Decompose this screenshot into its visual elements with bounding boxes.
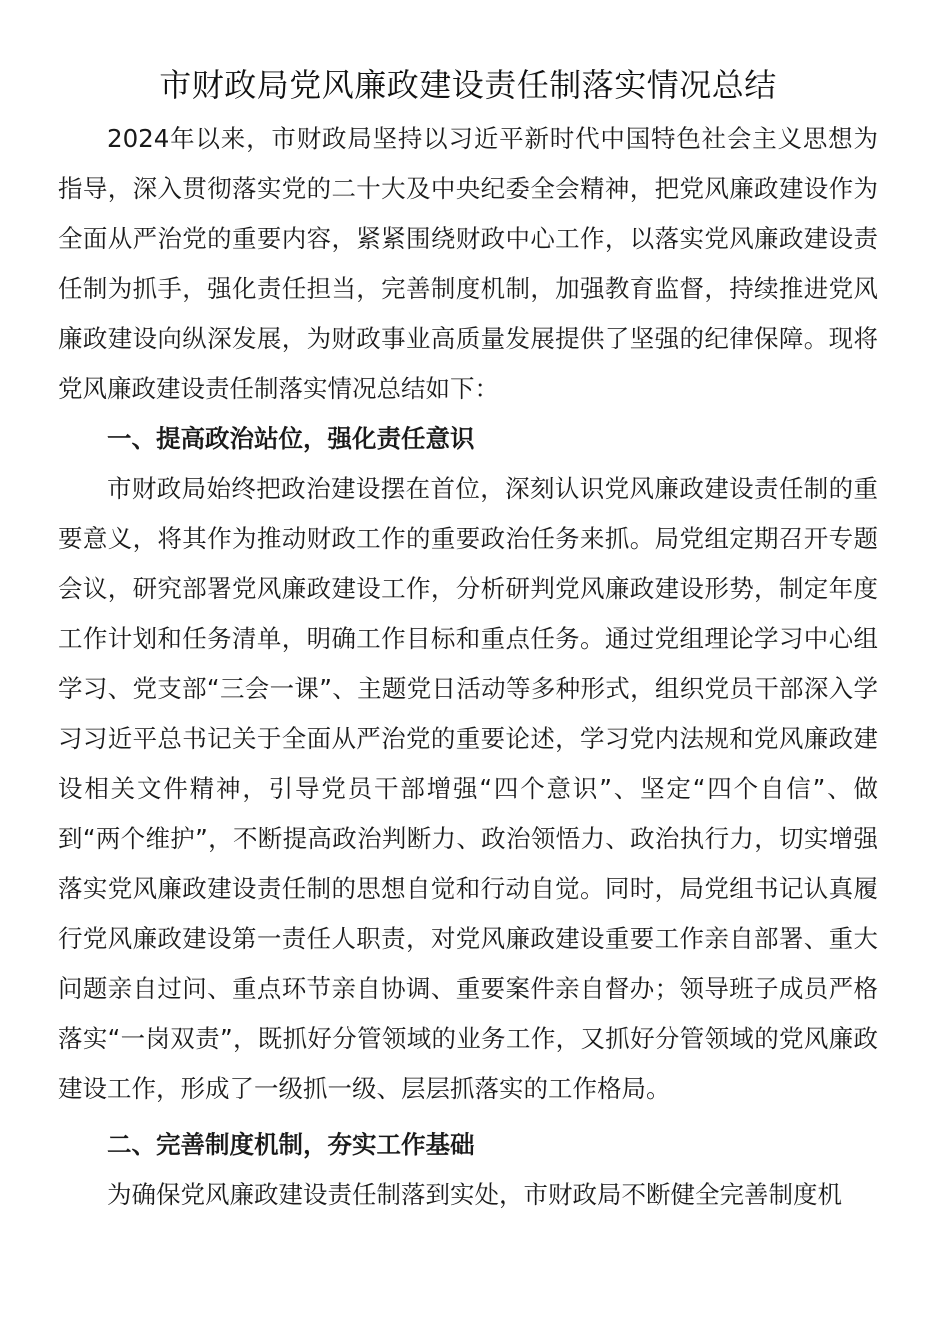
section-heading: 二、完善制度机制，夯实工作基础 [107, 1130, 475, 1159]
section-1 [58, 414, 878, 1114]
section-heading: 一、提高政治站位，强化责任意识 [107, 424, 475, 453]
section-paragraph: 为确保党风廉政建设责任制落到实处，市财政局不断健全完善制度机 [107, 1180, 842, 1209]
document-title: 市财政局党风廉政建设责任制落实情况总结 [159, 66, 777, 104]
section-2 [58, 1120, 878, 1220]
section-paragraph: 市财政局始终把政治建设摆在首位，深刻认识党风廉政建设责任制的重要意义，将其作为推动财政工作的重要政治任务来抓。局党组定期召开专题会议，研究部署党风廉政建设工作，分析研判党风廉政建设形势，制定年度工作计划和任务清单，明确工作目标和重点任务。通过党组理论学习中心组学习、党支部“三会一课”、主题党日活动等多种形式，组织党员干部深入学习习近平总书记关于全面从严治党的重要论述，学习党内法规和党风廉政建设相关文件精神，引导党员干部增强“四个意识”、坚定“四个自信”、做到“两个维护”，不断提高政治判断力、政治领悟力、政治执行力，切实增强落实党风廉政建设责任制的思想自觉和行动自觉。同时，局党组书记认真履行党风廉政建设第一责任人职责，对党风廉政建设重要工作亲自部署、重大问题亲自过问、重点环节亲自协调、重要案件亲自督办；领导班子成员严格落实“一岗双责”，既抓好分管领域的业务工作，又抓好分管领域的党风廉政建设工作，形成了一级抓一级、层层抓落实的工作格局。 [58, 474, 878, 1103]
intro-paragraph: 2024年以来，市财政局坚持以习近平新时代中国特色社会主义思想为指导，深入贯彻落实党的二十大及中央纪委全会精神，把党风廉政建设作为全面从严治党的重要内容，紧紧围绕财政中心工作，以落实党风廉政建设责任制为抓手，强化责任担当，完善制度机制，加强教育监督，持续推进党风廉政建设向纵深发展，为财政事业高质量发展提供了坚强的纪律保障。现将党风廉政建设责任制落实情况总结如下： [58, 124, 878, 403]
